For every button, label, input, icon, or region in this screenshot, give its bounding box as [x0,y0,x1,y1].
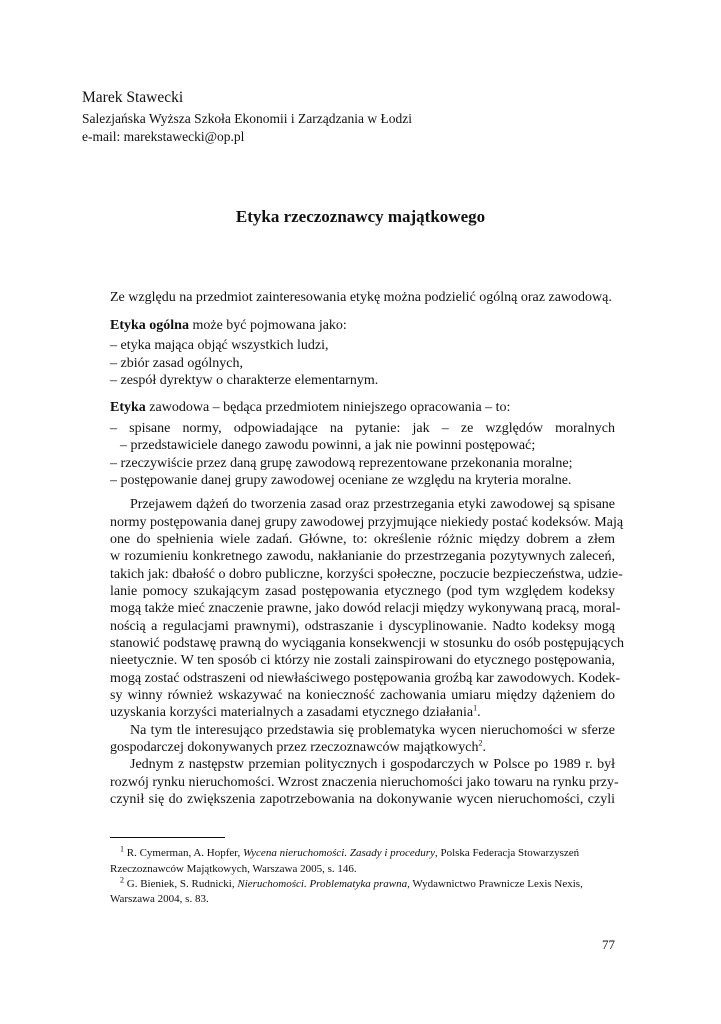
footnote-number: 2 [120,875,124,885]
paragraph-line: czynił się do zwiększenia zapotrzebowania na dokonywanie wycen nieruchomości, czyli [110,792,615,807]
list-item: – etyka mająca objąć wszystkich ludzi, [110,338,329,353]
page-number: 77 [602,937,615,952]
paragraph-line: rozwój rynku nieruchomości. Wzrost znaczenia nieruchomości jako towaru na rynku przy- [110,775,619,790]
paragraph-line: nością a regulacjami prawnymi), odstraszanie i dyscyplinowanie. Nadto kodeksy mogą [110,619,615,634]
paragraph-line: gospodarczej dokonywanych przez rzeczoznawców majątkowych$^2$. [110,738,486,755]
article-title: Etyka rzeczoznawcy majątkowego [235,207,486,226]
professional-ethics-term: Etyka [110,400,146,415]
footnote-ref-1[interactable]: 1 [473,703,478,713]
professional-ethics-rest: zawodowa – będąca przedmiotem niniejszego opracowania – to: [145,400,511,415]
list-item-continuation: – przedstawiciele danego zawodu powinni, a jak nie powinni postępować; [120,438,536,453]
author-email: e-mail: marekstawecki@op.pl [82,129,245,144]
footnote-separator [110,837,225,838]
paragraph-line: nieetycznie. W ten sposób ci którzy nie zostali zainspirowani do etycznego postępowania, [110,653,615,668]
footnote-publisher: , Polska Federacja Stowarzyszeń [434,847,580,859]
paragraph-line: normy postępowania danej grupy zawodowej przyjmujące niekiedy postać kodeksów. Mają [110,515,624,530]
list-item: – zbiór zasad ogólnych, [110,356,243,371]
paragraph-line: sy winny również wskazywać na konieczność zachowania umiaru między dążeniem do [110,688,615,703]
paragraph-last-text: gospodarczej dokonywanych przez rzeczoznawców majątkowych [110,740,479,755]
paragraph-line: stanowić podstawę prawną do wyciągania konsekwencji w stosunku do osób postępujących [110,636,624,651]
affiliation: Salezjańska Wyższa Szkoła Ekonomii i Zarządzania w Łodzi [82,111,412,126]
footnote-2-line2: Warszawa 2004, s. 83. [110,893,209,905]
footnote-book-title: Nieruchomości. Problematyka prawna [237,878,408,890]
footnote-1-line2: Rzeczoznawców Majątkowych, Warszawa 2005, s. 146. [110,863,357,875]
footnote-1 [110,846,615,860]
general-ethics-term: Etyka ogólna [110,318,189,333]
paragraph-line: Jednym z następstw przemian politycznych i gospodarczych w Polsce po 1989 r. był [130,757,615,772]
footnote-ref-2[interactable]: 2 [478,738,483,748]
intro-text: Ze względu na przedmiot zainteresowania etykę można podzielić ogólną oraz zawodową. [110,290,612,305]
footnote-book-title: Wycena nieruchomości. Zasady i procedury [243,847,435,859]
footnote-publisher: , Wydawnictwo Prawnicze Lexis Nexis, [407,878,583,890]
footnote-authors: G. Bieniek, S. Rudnicki, [124,878,238,890]
list-item: – rzeczywiście przez daną grupę zawodową reprezentowane przekonania moralne; [110,456,573,471]
footnote-number: 1 [120,844,124,854]
paragraph-line: Na tym tle interesująco przedstawia się problematyka wycen nieruchomości w sferze [130,723,615,738]
paragraph-line: mogą także mieć znaczenie prawne, jako dowód relacji między wykonywaną pracą, moral- [110,601,621,616]
footnote-2 [110,877,615,891]
general-ethics-heading [110,317,615,334]
author-name: Marek Stawecki [82,89,184,106]
paragraph-line: uzyskania korzyści materialnych a zasadami etycznego działania$^1$. [110,703,481,720]
list-item: – spisane normy, odpowiadające na pytanie: jak – ze względów moralnych [110,421,615,436]
paragraph-line: w rozumieniu konkretnego zawodu, nakłanianie do przestrzegania pozytywnych zaleceń, [110,549,615,564]
list-item: – zespół dyrektyw o charakterze elementarnym. [110,373,379,388]
paragraph-line: takich jak: dbałość o dobro publiczne, korzyści społeczne, poczucie bezpieczeństwa, udzie- [110,567,623,582]
professional-ethics-heading [110,399,615,416]
paragraph-line: mogą zostać odstraszeni od niewłaściwego postępowania groźbą kar zawodowych. Kodek- [110,671,621,686]
general-ethics-rest: może być pojmowana jako: [188,318,347,333]
paragraph-last-text: uzyskania korzyści materialnych a zasadami etycznego działania [110,705,474,720]
paragraph-line: one do spełnienia wiele zadań. Główne, to: określenie różnic między dobrem a złem [110,532,615,547]
list-item: – postępowanie danej grupy zawodowej oceniane ze względu na kryteria moralne. [110,473,572,488]
footnote-authors: R. Cymerman, A. Hopfer, [124,847,244,859]
paragraph-line: lanie pomocy szukającym zasad postępowania etycznego (pod tym względem kodeksy [110,584,615,599]
paragraph-line: Przejawem dążeń do tworzenia zasad oraz przestrzegania etyki zawodowej są spisane [130,497,615,512]
